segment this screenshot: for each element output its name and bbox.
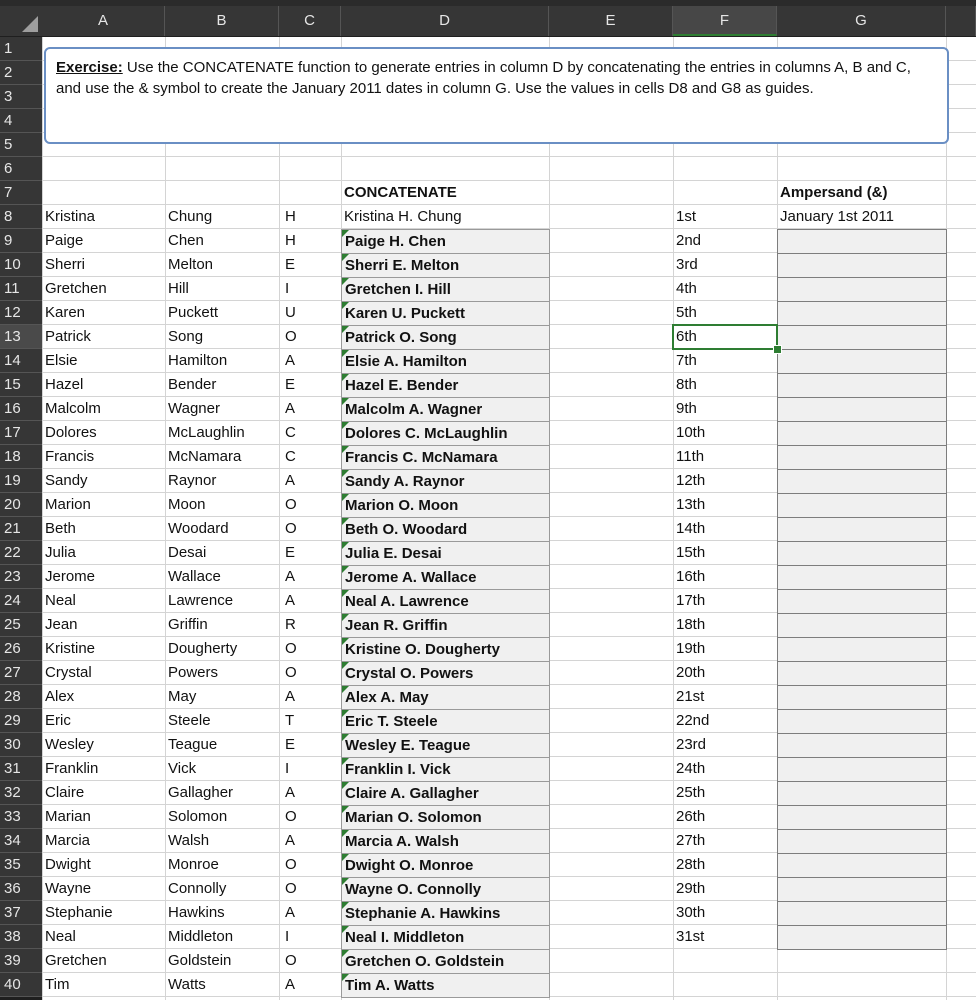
formula-warning-triangle-icon bbox=[342, 686, 349, 693]
cell-c19[interactable]: A bbox=[285, 472, 296, 489]
cell-b29[interactable]: Steele bbox=[168, 712, 211, 729]
cell-d21[interactable]: Beth O. Woodard bbox=[341, 517, 550, 542]
formula-warning-triangle-icon bbox=[342, 230, 349, 237]
cell-d7[interactable]: CONCATENATE bbox=[344, 184, 457, 201]
cell-a26[interactable]: Kristine bbox=[45, 640, 96, 657]
cell-g14-empty[interactable] bbox=[777, 349, 947, 374]
row-header-7[interactable]: 7 bbox=[0, 181, 42, 205]
row-header-34[interactable]: 34 bbox=[0, 829, 42, 853]
active-cell-selection[interactable] bbox=[672, 324, 778, 350]
cell-c16[interactable]: A bbox=[285, 400, 296, 417]
cell-b19[interactable]: Raynor bbox=[168, 472, 217, 489]
row-header-3[interactable]: 3 bbox=[0, 85, 42, 109]
cell-a36[interactable]: Wayne bbox=[45, 880, 92, 897]
cell-g20-empty[interactable] bbox=[777, 493, 947, 518]
cell-d34[interactable]: Marcia A. Walsh bbox=[341, 829, 550, 854]
cell-a40[interactable]: Tim bbox=[45, 976, 70, 993]
formula-warning-triangle-icon bbox=[342, 566, 349, 573]
cell-b11[interactable]: Hill bbox=[168, 280, 189, 297]
cell-g17-empty[interactable] bbox=[777, 421, 947, 446]
formula-warning-triangle-icon bbox=[342, 278, 349, 285]
cell-c22[interactable]: E bbox=[285, 544, 296, 561]
cell-c31[interactable]: I bbox=[285, 760, 290, 777]
row-header-18[interactable]: 18 bbox=[0, 445, 42, 469]
cell-g15-empty[interactable] bbox=[777, 373, 947, 398]
cell-g28-empty[interactable] bbox=[777, 685, 947, 710]
fill-handle[interactable] bbox=[773, 345, 782, 354]
cell-a13[interactable]: Patrick bbox=[45, 328, 91, 345]
cell-d29[interactable]: Eric T. Steele bbox=[341, 709, 550, 734]
cell-c12[interactable]: U bbox=[285, 304, 296, 321]
cell-c37[interactable]: A bbox=[285, 904, 296, 921]
cell-d35[interactable]: Dwight O. Monroe bbox=[341, 853, 550, 878]
cell-b12[interactable]: Puckett bbox=[168, 304, 219, 321]
cell-c17[interactable]: C bbox=[285, 424, 296, 441]
cell-a9[interactable]: Paige bbox=[45, 232, 84, 249]
cell-d16[interactable]: Malcolm A. Wagner bbox=[341, 397, 550, 422]
cell-b16[interactable]: Wagner bbox=[168, 400, 220, 417]
cell-a17[interactable]: Dolores bbox=[45, 424, 97, 441]
formula-warning-triangle-icon bbox=[342, 926, 349, 933]
cell-f15[interactable]: 8th bbox=[676, 376, 697, 393]
cell-b25[interactable]: Griffin bbox=[168, 616, 208, 633]
formula-warning-triangle-icon bbox=[342, 302, 349, 309]
cell-a10[interactable]: Sherri bbox=[45, 256, 86, 273]
row-header-28[interactable]: 28 bbox=[0, 685, 42, 709]
cell-d25[interactable]: Jean R. Griffin bbox=[341, 613, 550, 638]
cell-c9[interactable]: H bbox=[285, 232, 296, 249]
cell-d38[interactable]: Neal I. Middleton bbox=[341, 925, 550, 950]
cell-c14[interactable]: A bbox=[285, 352, 296, 369]
cell-d28[interactable]: Alex A. May bbox=[341, 685, 550, 710]
cell-d12[interactable]: Karen U. Puckett bbox=[341, 301, 550, 326]
formula-warning-triangle-icon bbox=[342, 398, 349, 405]
cell-d24[interactable]: Neal A. Lawrence bbox=[341, 589, 550, 614]
formula-warning-triangle-icon bbox=[342, 782, 349, 789]
cell-f11[interactable]: 4th bbox=[676, 280, 697, 297]
cell-f37[interactable]: 30th bbox=[676, 904, 706, 921]
cell-d23[interactable]: Jerome A. Wallace bbox=[341, 565, 550, 590]
row-header-14[interactable]: 14 bbox=[0, 349, 42, 373]
cell-d33[interactable]: Marian O. Solomon bbox=[341, 805, 550, 830]
cell-d27[interactable]: Crystal O. Powers bbox=[341, 661, 550, 686]
cell-c15[interactable]: E bbox=[285, 376, 296, 393]
cell-f22[interactable]: 15th bbox=[676, 544, 706, 561]
cell-a35[interactable]: Dwight bbox=[45, 856, 91, 873]
cell-d20[interactable]: Marion O. Moon bbox=[341, 493, 550, 518]
cell-c24[interactable]: A bbox=[285, 592, 296, 609]
formula-warning-triangle-icon bbox=[342, 950, 349, 957]
cell-c8[interactable]: H bbox=[285, 208, 296, 225]
cell-a18[interactable]: Francis bbox=[45, 448, 95, 465]
cell-b9[interactable]: Chen bbox=[168, 232, 204, 249]
cell-f14[interactable]: 7th bbox=[676, 352, 697, 369]
cell-f30[interactable]: 23rd bbox=[676, 736, 707, 753]
formula-warning-triangle-icon bbox=[342, 446, 349, 453]
formula-warning-triangle-icon bbox=[342, 758, 349, 765]
cell-f23[interactable]: 16th bbox=[676, 568, 706, 585]
cell-a12[interactable]: Karen bbox=[45, 304, 86, 321]
cell-b17[interactable]: McLaughlin bbox=[168, 424, 245, 441]
cell-f26[interactable]: 19th bbox=[676, 640, 706, 657]
formula-warning-triangle-icon bbox=[342, 614, 349, 621]
cell-a15[interactable]: Hazel bbox=[45, 376, 84, 393]
cell-c28[interactable]: A bbox=[285, 688, 296, 705]
cell-d17[interactable]: Dolores C. McLaughlin bbox=[341, 421, 550, 446]
row-header-29[interactable]: 29 bbox=[0, 709, 42, 733]
cell-b23[interactable]: Wallace bbox=[168, 568, 221, 585]
row-header-38[interactable]: 38 bbox=[0, 925, 42, 949]
cell-c11[interactable]: I bbox=[285, 280, 290, 297]
cell-f32[interactable]: 25th bbox=[676, 784, 706, 801]
cell-b27[interactable]: Powers bbox=[168, 664, 219, 681]
cell-f39[interactable] bbox=[673, 949, 777, 973]
formula-warning-triangle-icon bbox=[342, 854, 349, 861]
cell-g19-empty[interactable] bbox=[777, 469, 947, 494]
cell-d40[interactable]: Tim A. Watts bbox=[341, 973, 550, 998]
row-header-39[interactable]: 39 bbox=[0, 949, 42, 973]
row-header-30[interactable]: 30 bbox=[0, 733, 42, 757]
column-header-f[interactable]: F bbox=[673, 6, 777, 36]
cell-g31-empty[interactable] bbox=[777, 757, 947, 782]
gridline-horizontal bbox=[42, 156, 976, 157]
cell-b35[interactable]: Monroe bbox=[168, 856, 219, 873]
cell-g9-empty[interactable] bbox=[777, 229, 947, 254]
cell-a19[interactable]: Sandy bbox=[45, 472, 88, 489]
cell-b37[interactable]: Hawkins bbox=[168, 904, 225, 921]
cell-b32[interactable]: Gallagher bbox=[168, 784, 234, 801]
cell-a33[interactable]: Marian bbox=[45, 808, 91, 825]
cell-b39[interactable]: Goldstein bbox=[168, 952, 232, 969]
cell-a37[interactable]: Stephanie bbox=[45, 904, 113, 921]
column-header-d[interactable]: D bbox=[341, 6, 549, 36]
cell-c13[interactable]: O bbox=[285, 328, 297, 345]
cell-f17[interactable]: 10th bbox=[676, 424, 706, 441]
formula-warning-triangle-icon bbox=[342, 350, 349, 357]
cell-a22[interactable]: Julia bbox=[45, 544, 76, 561]
row-header-32[interactable]: 32 bbox=[0, 781, 42, 805]
cell-c18[interactable]: C bbox=[285, 448, 296, 465]
column-header-a[interactable]: A bbox=[42, 6, 165, 36]
cell-g13-empty[interactable] bbox=[777, 325, 947, 350]
cell-b31[interactable]: Vick bbox=[168, 760, 197, 777]
cell-g23-empty[interactable] bbox=[777, 565, 947, 590]
cell-b34[interactable]: Walsh bbox=[168, 832, 210, 849]
formula-warning-triangle-icon bbox=[342, 638, 349, 645]
row-header-2[interactable]: 2 bbox=[0, 61, 42, 85]
cell-f20[interactable]: 13th bbox=[676, 496, 706, 513]
exercise-text: Use the CONCATENATE function to generate entries in column D by concatenating the entries in columns A, B and C, and use the & symbol to create the January 2011 dates in column G. Use the values in cells D8 and G8 as guides. bbox=[56, 59, 911, 97]
cell-a30[interactable]: Wesley bbox=[45, 736, 94, 753]
cell-c38[interactable]: I bbox=[285, 928, 290, 945]
cell-f34[interactable]: 27th bbox=[676, 832, 706, 849]
row-header-11[interactable]: 11 bbox=[0, 277, 42, 301]
cell-g7[interactable]: Ampersand (&) bbox=[780, 184, 888, 201]
row-header-27[interactable]: 27 bbox=[0, 661, 42, 685]
formula-warning-triangle-icon bbox=[342, 542, 349, 549]
cell-g11-empty[interactable] bbox=[777, 277, 947, 302]
row-header-4[interactable]: 4 bbox=[0, 109, 42, 133]
cell-g22-empty[interactable] bbox=[777, 541, 947, 566]
cell-g16-empty[interactable] bbox=[777, 397, 947, 422]
cell-g24-empty[interactable] bbox=[777, 589, 947, 614]
row-header-17[interactable]: 17 bbox=[0, 421, 42, 445]
cell-a25[interactable]: Jean bbox=[45, 616, 78, 633]
cell-b24[interactable]: Lawrence bbox=[168, 592, 234, 609]
cell-g38-empty[interactable] bbox=[777, 925, 947, 950]
cell-g25-empty[interactable] bbox=[777, 613, 947, 638]
row-header-16[interactable]: 16 bbox=[0, 397, 42, 421]
cell-d14[interactable]: Elsie A. Hamilton bbox=[341, 349, 550, 374]
column-header-b[interactable]: B bbox=[165, 6, 279, 36]
cell-f33[interactable]: 26th bbox=[676, 808, 706, 825]
cell-b15[interactable]: Bender bbox=[168, 376, 217, 393]
cell-f12[interactable]: 5th bbox=[676, 304, 697, 321]
cell-g18-empty[interactable] bbox=[777, 445, 947, 470]
row-header-13[interactable]: 13 bbox=[0, 325, 42, 349]
cell-c36[interactable]: O bbox=[285, 880, 297, 897]
row-header-6[interactable]: 6 bbox=[0, 157, 42, 181]
cell-a27[interactable]: Crystal bbox=[45, 664, 92, 681]
cell-g36-empty[interactable] bbox=[777, 877, 947, 902]
cell-f10[interactable]: 3rd bbox=[676, 256, 698, 273]
formula-warning-triangle-icon bbox=[342, 878, 349, 885]
cell-g32-empty[interactable] bbox=[777, 781, 947, 806]
cell-g35-empty[interactable] bbox=[777, 853, 947, 878]
row-header-40[interactable]: 40 bbox=[0, 973, 42, 997]
cell-a11[interactable]: Gretchen bbox=[45, 280, 107, 297]
cell-a29[interactable]: Eric bbox=[45, 712, 71, 729]
cell-g34-empty[interactable] bbox=[777, 829, 947, 854]
cell-d32[interactable]: Claire A. Gallagher bbox=[341, 781, 550, 806]
cell-c32[interactable]: A bbox=[285, 784, 296, 801]
cell-d31[interactable]: Franklin I. Vick bbox=[341, 757, 550, 782]
cell-f9[interactable]: 2nd bbox=[676, 232, 702, 249]
cell-d30[interactable]: Wesley E. Teague bbox=[341, 733, 550, 758]
cell-f24[interactable]: 17th bbox=[676, 592, 706, 609]
row-header-37[interactable]: 37 bbox=[0, 901, 42, 925]
cell-c40[interactable]: A bbox=[285, 976, 296, 993]
cell-f38[interactable]: 31st bbox=[676, 928, 705, 945]
row-header-20[interactable]: 20 bbox=[0, 493, 42, 517]
cell-b13[interactable]: Song bbox=[168, 328, 204, 345]
cell-c39[interactable]: O bbox=[285, 952, 297, 969]
cell-b21[interactable]: Woodard bbox=[168, 520, 229, 537]
row-header-19[interactable]: 19 bbox=[0, 469, 42, 493]
cell-f27[interactable]: 20th bbox=[676, 664, 706, 681]
cell-c30[interactable]: E bbox=[285, 736, 296, 753]
cell-d15[interactable]: Hazel E. Bender bbox=[341, 373, 550, 398]
cell-d19[interactable]: Sandy A. Raynor bbox=[341, 469, 550, 494]
formula-warning-triangle-icon bbox=[342, 374, 349, 381]
cell-d26[interactable]: Kristine O. Dougherty bbox=[341, 637, 550, 662]
cell-c20[interactable]: O bbox=[285, 496, 297, 513]
cell-f8[interactable]: 1st bbox=[676, 208, 697, 225]
row-header-21[interactable]: 21 bbox=[0, 517, 42, 541]
row-header-33[interactable]: 33 bbox=[0, 805, 42, 829]
cell-f21[interactable]: 14th bbox=[676, 520, 706, 537]
cell-a32[interactable]: Claire bbox=[45, 784, 85, 801]
cell-b36[interactable]: Connolly bbox=[168, 880, 227, 897]
cell-f19[interactable]: 12th bbox=[676, 472, 706, 489]
cell-c21[interactable]: O bbox=[285, 520, 297, 537]
cell-a20[interactable]: Marion bbox=[45, 496, 91, 513]
row-header-31[interactable]: 31 bbox=[0, 757, 42, 781]
cell-c26[interactable]: O bbox=[285, 640, 297, 657]
row-header-25[interactable]: 25 bbox=[0, 613, 42, 637]
row-header-24[interactable]: 24 bbox=[0, 589, 42, 613]
cell-d11[interactable]: Gretchen I. Hill bbox=[341, 277, 550, 302]
cell-g33-empty[interactable] bbox=[777, 805, 947, 830]
cell-f31[interactable]: 24th bbox=[676, 760, 706, 777]
formula-warning-triangle-icon bbox=[342, 830, 349, 837]
formula-warning-triangle-icon bbox=[342, 518, 349, 525]
select-all-corner[interactable] bbox=[0, 6, 43, 36]
formula-warning-triangle-icon bbox=[342, 734, 349, 741]
row-header-26[interactable]: 26 bbox=[0, 637, 42, 661]
cell-a34[interactable]: Marcia bbox=[45, 832, 91, 849]
exercise-label: Exercise: bbox=[56, 59, 123, 76]
formula-warning-triangle-icon bbox=[342, 902, 349, 909]
cell-g21-empty[interactable] bbox=[777, 517, 947, 542]
cell-d9[interactable]: Paige H. Chen bbox=[341, 229, 550, 254]
cell-a8[interactable]: Kristina bbox=[45, 208, 96, 225]
cell-b20[interactable]: Moon bbox=[168, 496, 206, 513]
cell-a39[interactable]: Gretchen bbox=[45, 952, 107, 969]
cell-g30-empty[interactable] bbox=[777, 733, 947, 758]
formula-warning-triangle-icon bbox=[342, 662, 349, 669]
cell-d36[interactable]: Wayne O. Connolly bbox=[341, 877, 550, 902]
cell-d22[interactable]: Julia E. Desai bbox=[341, 541, 550, 566]
cell-c10[interactable]: E bbox=[285, 256, 296, 273]
formula-warning-triangle-icon bbox=[342, 470, 349, 477]
cell-b40[interactable]: Watts bbox=[168, 976, 206, 993]
cell-d8[interactable]: Kristina H. Chung bbox=[344, 208, 462, 225]
cell-a23[interactable]: Jerome bbox=[45, 568, 96, 585]
cell-f18[interactable]: 11th bbox=[676, 448, 705, 465]
cell-c34[interactable]: A bbox=[285, 832, 296, 849]
cell-c27[interactable]: O bbox=[285, 664, 297, 681]
formula-warning-triangle-icon bbox=[342, 326, 349, 333]
row-header-1[interactable]: 1 bbox=[0, 37, 42, 61]
cell-g29-empty[interactable] bbox=[777, 709, 947, 734]
column-header-e[interactable]: E bbox=[549, 6, 673, 36]
formula-warning-triangle-icon bbox=[342, 974, 349, 981]
cell-d10[interactable]: Sherri E. Melton bbox=[341, 253, 550, 278]
cell-f25[interactable]: 18th bbox=[676, 616, 706, 633]
formula-warning-triangle-icon bbox=[342, 254, 349, 261]
cell-d39[interactable]: Gretchen O. Goldstein bbox=[341, 949, 550, 974]
cell-b22[interactable]: Desai bbox=[168, 544, 207, 561]
formula-warning-triangle-icon bbox=[342, 806, 349, 813]
cell-c29[interactable]: T bbox=[285, 712, 295, 729]
cell-f35[interactable]: 28th bbox=[676, 856, 706, 873]
formula-warning-triangle-icon bbox=[342, 494, 349, 501]
cell-d37[interactable]: Stephanie A. Hawkins bbox=[341, 901, 550, 926]
cell-g8[interactable]: January 1st 2011 bbox=[780, 208, 894, 225]
cell-d13[interactable]: Patrick O. Song bbox=[341, 325, 550, 350]
cell-f28[interactable]: 21st bbox=[676, 688, 705, 705]
cell-f16[interactable]: 9th bbox=[676, 400, 697, 417]
cell-b10[interactable]: Melton bbox=[168, 256, 214, 273]
cell-c35[interactable]: O bbox=[285, 856, 297, 873]
row-header-8[interactable]: 8 bbox=[0, 205, 42, 229]
cell-g10-empty[interactable] bbox=[777, 253, 947, 278]
row-header-23[interactable]: 23 bbox=[0, 565, 42, 589]
cell-f13[interactable]: 6th bbox=[676, 328, 697, 345]
cell-a24[interactable]: Neal bbox=[45, 592, 76, 609]
formula-warning-triangle-icon bbox=[342, 422, 349, 429]
row-header-22[interactable]: 22 bbox=[0, 541, 42, 565]
column-header-g[interactable]: G bbox=[777, 6, 946, 36]
cell-g12-empty[interactable] bbox=[777, 301, 947, 326]
cell-g26-empty[interactable] bbox=[777, 637, 947, 662]
cell-a38[interactable]: Neal bbox=[45, 928, 76, 945]
cell-c23[interactable]: A bbox=[285, 568, 296, 585]
cell-d18[interactable]: Francis C. McNamara bbox=[341, 445, 550, 470]
cell-b8[interactable]: Chung bbox=[168, 208, 213, 225]
cell-g27-empty[interactable] bbox=[777, 661, 947, 686]
cell-b26[interactable]: Dougherty bbox=[168, 640, 238, 657]
cell-g37-empty[interactable] bbox=[777, 901, 947, 926]
cell-b30[interactable]: Teague bbox=[168, 736, 218, 753]
cell-a31[interactable]: Franklin bbox=[45, 760, 99, 777]
cell-b38[interactable]: Middleton bbox=[168, 928, 234, 945]
cell-a16[interactable]: Malcolm bbox=[45, 400, 101, 417]
cell-a21[interactable]: Beth bbox=[45, 520, 76, 537]
cell-f40[interactable] bbox=[673, 973, 777, 997]
cell-a28[interactable]: Alex bbox=[45, 688, 75, 705]
column-header-overflow bbox=[946, 6, 976, 36]
row-header-9[interactable]: 9 bbox=[0, 229, 42, 253]
cell-c33[interactable]: O bbox=[285, 808, 297, 825]
row-header-10[interactable]: 10 bbox=[0, 253, 42, 277]
column-header-c[interactable]: C bbox=[279, 6, 341, 36]
exercise-textbox[interactable] bbox=[44, 47, 949, 144]
row-header-36[interactable]: 36 bbox=[0, 877, 42, 901]
row-header-15[interactable]: 15 bbox=[0, 373, 42, 397]
row-header-35[interactable]: 35 bbox=[0, 853, 42, 877]
cell-b28[interactable]: May bbox=[168, 688, 197, 705]
cell-b33[interactable]: Solomon bbox=[168, 808, 228, 825]
row-header-12[interactable]: 12 bbox=[0, 301, 42, 325]
row-header-5[interactable]: 5 bbox=[0, 133, 42, 157]
cell-c25[interactable]: R bbox=[285, 616, 296, 633]
cell-a14[interactable]: Elsie bbox=[45, 352, 78, 369]
cell-f29[interactable]: 22nd bbox=[676, 712, 710, 729]
cell-b14[interactable]: Hamilton bbox=[168, 352, 228, 369]
formula-warning-triangle-icon bbox=[342, 710, 349, 717]
cell-f36[interactable]: 29th bbox=[676, 880, 706, 897]
select-all-triangle-icon bbox=[22, 16, 38, 32]
formula-warning-triangle-icon bbox=[342, 590, 349, 597]
cell-b18[interactable]: McNamara bbox=[168, 448, 242, 465]
